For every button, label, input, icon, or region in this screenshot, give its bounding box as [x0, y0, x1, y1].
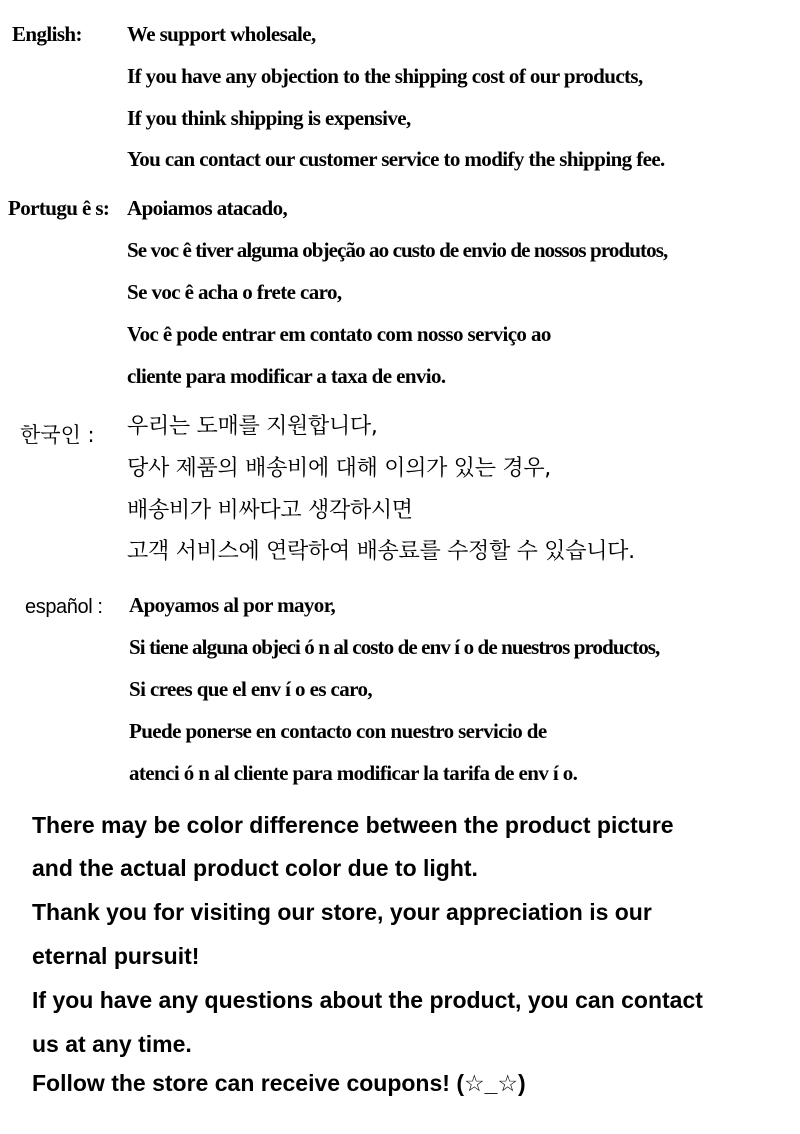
notice-line-6: us at any time. — [32, 1031, 192, 1057]
portuguese-line-3: Se voc ê acha o frete caro, — [127, 280, 342, 304]
notice-line-2: and the actual product color due to light. — [32, 855, 478, 881]
korean-line-4: 고객 서비스에 연락하여 배송료를 수정할 수 있습니다. — [127, 539, 635, 564]
korean-line-2: 당사 제품의 배송비에 대해 이의가 있는 경우, — [127, 456, 551, 481]
korean-label: 한국인 : — [20, 423, 95, 447]
spanish-line-1: Apoyamos al por mayor, — [129, 593, 336, 617]
notice-line-7: Follow the store can receive coupons! (☆_☆) — [32, 1070, 526, 1096]
notice-section — [0, 795, 800, 1134]
portuguese-line-4: Voc ê pode entrar em contato com nosso serviço ao — [127, 322, 551, 346]
english-section — [0, 0, 800, 190]
english-label: English: — [12, 22, 82, 46]
notice-line-4: eternal pursuit! — [32, 943, 200, 969]
english-line-3: If you think shipping is expensive, — [127, 106, 411, 130]
spanish-line-5: atenci ó n al cliente para modificar la tarifa de env í o. — [129, 761, 578, 785]
english-line-4: You can contact our customer service to modify the shipping fee. — [127, 147, 665, 171]
korean-line-3: 배송비가 비싸다고 생각하시면 — [127, 498, 413, 523]
spanish-line-4: Puede ponerse en contacto con nuestro servicio de — [129, 719, 547, 743]
spanish-line-3: Si crees que el env í o es caro, — [129, 677, 373, 701]
notice-line-1: There may be color difference between the product picture — [32, 812, 674, 838]
notice-line-3: Thank you for visiting our store, your appreciation is our — [32, 899, 652, 925]
korean-section — [0, 400, 800, 585]
portuguese-line-2: Se voc ê tiver alguma objeção ao custo de envio de nossos produtos, — [127, 238, 668, 262]
korean-line-1: 우리는 도매를 지원합니다, — [127, 414, 378, 439]
spanish-line-2: Si tiene alguna objeci ó n al costo de env í o de nuestros productos, — [129, 635, 660, 659]
portuguese-section — [0, 190, 800, 400]
portuguese-label: Portugu ê s: — [8, 196, 110, 220]
portuguese-line-5: cliente para modificar a taxa de envio. — [127, 364, 446, 388]
english-line-1: We support wholesale, — [127, 22, 316, 46]
english-line-2: If you have any objection to the shipping cost of our products, — [127, 64, 643, 88]
notice-line-5: If you have any questions about the product, you can contact — [32, 987, 703, 1013]
portuguese-line-1: Apoiamos atacado, — [127, 196, 288, 220]
spanish-label: español : — [25, 596, 103, 618]
spanish-section — [0, 585, 800, 795]
